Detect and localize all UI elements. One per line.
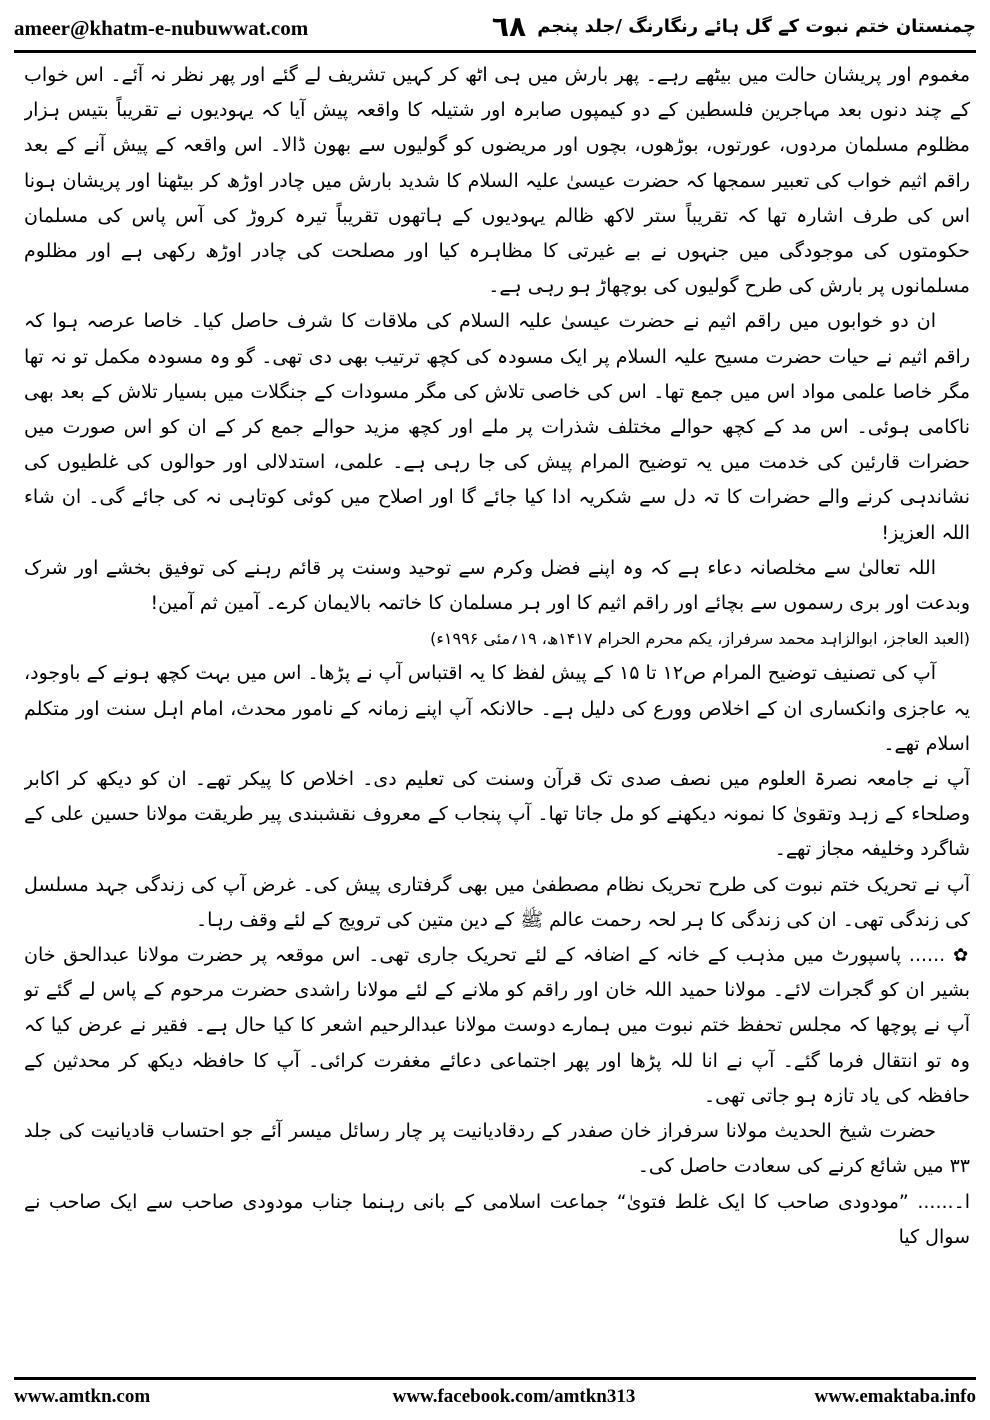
paragraph-9 [24, 1185, 970, 1255]
item-number: ا۔ [953, 1190, 970, 1213]
paragraph-8: حضرت شیخ الحدیث مولانا سرفراز خان صفدر کے ردقادیانیت پر چار رسائل میسر آئے جو احتساب قادیانیت کی جلد ۳۳ میں شائع کرنے کی سعادت حاصل کی۔ [24, 1120, 970, 1178]
bullet-dots: ...... [908, 944, 946, 967]
page-body [24, 58, 970, 1368]
paragraph-7-text: پاسپورٹ میں مذہب کے خانہ کے اضافہ کے لئے تحریک جاری تھی۔ اس موقعہ پر حضرت مولانا عبدالحق خان بشیر ان کو گجرات لائے۔ مولانا حمید اللہ خان اور راقم کو ملانے کے لئے مولانا راشدی حضرت مرحوم کے پاس لے گئے تو آپ نے پوچھا کہ مجلس تحفظ ختم نبوت میں ہمارے دوست مولانا عبدالرحیم اشعر کا کیا حال ہے۔ فقیر نے عرض کیا کہ وہ تو انتقال فرما گئے۔ آپ نے انا للہ پڑھا اور پھر اجتماعی دعائے مغفرت کرائی۔ آپ کا حافظہ دیکھ کر محدثین کے حافظہ کی یاد تازہ ہو جاتی تھی۔ [24, 944, 970, 1107]
footer-rule [14, 1377, 976, 1380]
paragraph-7 [24, 938, 970, 1114]
footer-link-facebook[interactable]: www.facebook.com/amtkn313 [392, 1386, 636, 1407]
page-number: ٦٨ [491, 10, 527, 43]
paragraph-1: مغموم اور پریشان حالت میں بیٹھے رہے۔ پھر بارش میں ہی اٹھ کر کہیں تشریف لے گئے اور پھر نظر نہ آئے۔ اس خواب کے چند دنوں بعد مہاجرین فلسطین کے دو کیمپوں صابرہ اور شتیلہ کا واقعہ پیش آیا کہ یہودیوں نے تقریباً بتیس ہزار مظلوم مسلمان مردوں، عورتوں، بوڑھوں، بچوں اور مریضوں کو گولیوں سے بھون ڈالا۔ اس واقعہ کے پیش آنے کے بعد راقم اثیم خواب کی تعبیر سمجھا کہ حضرت عیسیٰ علیہ السلام کا شدید بارش میں چادر اوڑھ کر بیٹھنا اور پریشان ہونا اس کی طرف اشارہ تھا کہ تقریباً ستر لاکھ ظالم یہودیوں کے ہاتھوں تقریباً تیرہ کروڑ کی آس پاس کی مسلمان حکومتوں کی موجودگی میں جنہوں نے بے غیرتی کا مظاہرہ کیا اور مصلحت کی چادر اوڑھ رکھی ہے اور مظلوم مسلمانوں پر بارش کی طرح گولیوں کی بوچھاڑ ہو رہی ہے۔ [24, 64, 970, 298]
flower-bullet-icon: ✿ [953, 945, 970, 967]
paragraph-5: آپ نے جامعہ نصرۃ العلوم میں نصف صدی تک قرآن وسنت کی تعلیم دی۔ اخلاص کا پیکر تھے۔ ان کو دیکھ کر اکابر وصلحاء کے زہد وتقویٰ کا نمونہ دیکھنے کو مل جاتا تھا۔ آپ پنجاب کے معروف نقشبندی پیر طریقت مولانا حسین علی کے شاگرد وخلیفہ مجاز تھے۔ [24, 768, 970, 861]
paragraph-6: آپ نے تحریک ختم نبوت کی طرح تحریک نظام مصطفیٰ میں بھی گرفتاری پیش کی۔ غرض آپ کی زندگی جہد مسلسل کی زندگی تھی۔ ان کی زندگی کا ہر لحہ رحمت عالم ﷺ کے دین متین کی ترویج کے لئے وقف رہا۔ [24, 873, 970, 931]
item-dots: ...... [917, 1190, 954, 1213]
signature-note: (العبد العاجز، ابوالزاہد محمد سرفراز، یکم محرم الحرام ۱۴۱۷ھ، ۱۹؍مئی ۱۹۹۶ء) [430, 629, 970, 649]
page-footer [14, 1384, 976, 1414]
footer-link-emaktaba[interactable]: www.emaktaba.info [814, 1386, 976, 1407]
paragraph-3: اللہ تعالیٰ سے مخلصانہ دعاء ہے کہ وہ اپنے فضل وکرم سے توحید وسنت پر قائم رہنے کی توفیق بخشے اور شرک وبدعت اور بری رسموں سے بچائے اور راقم اثیم کا اور ہر مسلمان کا خاتمہ بالایمان کرے۔ آمین ثم آمین! [24, 556, 970, 615]
footer-link-amtkn[interactable]: www.amtkn.com [14, 1386, 151, 1407]
paragraph-2: ان دو خوابوں میں راقم اثیم نے حضرت عیسیٰ علیہ السلام کی ملاقات کا شرف حاصل کیا۔ خاصا عرصہ ہوا کہ راقم اثیم نے حیات حضرت مسیح علیہ السلام پر ایک مسودہ کی کچھ ترتیب بھی دی تھی۔ گو وہ مسودہ مکمل تو نہ تھا مگر خاصا علمی مواد اس میں جمع تھا۔ اس کی خاصی تلاش کی مگر مسودات کے جنگلات میں بسیار تلاش کے بعد بھی ناکامی ہوئی۔ اس مد کے کچھ حوالے مختلف شذرات پر ملے اور کچھ مزید حوالے جمع کر کے ان کو اس صورت میں حضرات قارئین کی خدمت میں یہ توضیح المرام پیش کی جا رہی ہے۔ علمی، استدلالی اور حوالوں کی غلطیوں کی نشاندہی کرنے والے حضرات کا تہ دل سے شکریہ ادا کیا جائے گا اور اصلاح میں کوئی کوتاہی نہ کی جائے گی۔ ان شاء اللہ العزیز! [24, 310, 970, 544]
paragraph-9-text: ”مودودی صاحب کا ایک غلط فتویٰ“ جماعت اسلامی کے بانی رہنما جناب مودودی صاحب سے ایک صاحب نے سوال کیا [24, 1190, 970, 1248]
book-title: چمنستان ختم نبوت کے گل ہائے رنگارنگ /جلد پنجم [537, 16, 976, 37]
paragraph-4: آپ کی تصنیف توضیح المرام ص۱۲ تا ۱۵ کے پیش لفظ کا یہ اقتباس آپ نے پڑھا۔ اس میں بہت کچھ ہونے کے باوجود، یہ عاجزی وانکساری ان کے اخلاص وورع کی دلیل ہے۔ حالانکہ آپ اپنے زمانہ کے نامور محدث، امام اہل سنت اور متکلم اسلام تھے۔ [24, 662, 970, 755]
page-header [14, 10, 976, 48]
header-rule [14, 50, 976, 53]
header-email: ameer@khatm-e-nubuwwat.com [14, 16, 309, 40]
